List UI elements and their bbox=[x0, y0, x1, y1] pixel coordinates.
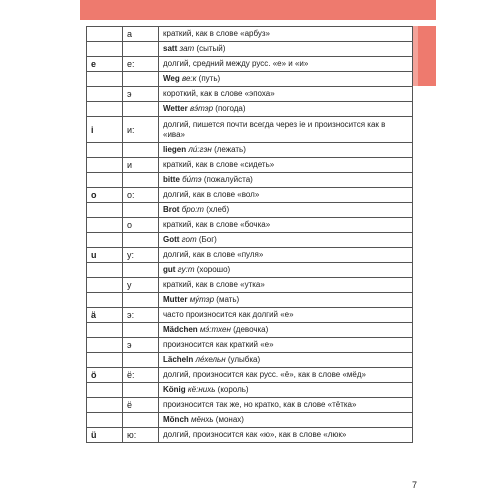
letter-cell bbox=[87, 263, 123, 278]
sound-cell: у: bbox=[123, 248, 159, 263]
table-row bbox=[87, 323, 413, 338]
example-transcription: гот bbox=[181, 235, 197, 244]
example-cell bbox=[159, 263, 413, 278]
table-row bbox=[87, 308, 413, 323]
sound-cell: и bbox=[123, 158, 159, 173]
letter-cell bbox=[87, 143, 123, 158]
sound-cell bbox=[123, 72, 159, 87]
example-meaning: (сытый) bbox=[196, 44, 226, 53]
header-color-band bbox=[80, 0, 436, 20]
sound-cell: э bbox=[123, 338, 159, 353]
example-transcription: ле́хельн bbox=[195, 355, 226, 364]
sound-cell: ю: bbox=[123, 428, 159, 443]
example-meaning: (король) bbox=[217, 385, 249, 394]
table-row bbox=[87, 188, 413, 203]
table-row bbox=[87, 413, 413, 428]
description-cell: долгий, средний между русс. «е» и «и» bbox=[159, 57, 413, 72]
table-row bbox=[87, 143, 413, 158]
description-cell: краткий, как в слове «утка» bbox=[159, 278, 413, 293]
example-transcription: кё:нихь bbox=[187, 385, 216, 394]
example-word: bitte bbox=[163, 175, 180, 184]
example-transcription: мёнхь bbox=[191, 415, 214, 424]
description-cell: произносится так же, но кратко, как в слове «тётка» bbox=[159, 398, 413, 413]
example-word: Mönch bbox=[163, 415, 189, 424]
table-row bbox=[87, 57, 413, 72]
description-cell: долгий, пишется почти всегда через ie и произносится как в «ива» bbox=[159, 117, 413, 143]
example-word: Brot bbox=[163, 205, 180, 214]
description-cell: краткий, как в слове «бочка» bbox=[159, 218, 413, 233]
example-cell bbox=[159, 353, 413, 368]
letter-cell: u bbox=[87, 248, 123, 263]
example-cell bbox=[159, 293, 413, 308]
sound-cell: а bbox=[123, 27, 159, 42]
description-cell: произносится как краткий «е» bbox=[159, 338, 413, 353]
letter-cell bbox=[87, 102, 123, 117]
table-row bbox=[87, 72, 413, 87]
sound-cell: ё: bbox=[123, 368, 159, 383]
sound-cell bbox=[123, 263, 159, 278]
letter-cell bbox=[87, 72, 123, 87]
letter-cell: ö bbox=[87, 368, 123, 383]
letter-cell bbox=[87, 218, 123, 233]
table-row bbox=[87, 338, 413, 353]
table-row bbox=[87, 248, 413, 263]
page-number: 7 bbox=[412, 480, 418, 490]
letter-cell: e bbox=[87, 57, 123, 72]
example-word: Lächeln bbox=[163, 355, 194, 364]
description-cell: краткий, как в слове «арбуз» bbox=[159, 27, 413, 42]
table-row bbox=[87, 368, 413, 383]
table-row bbox=[87, 428, 413, 443]
table-row bbox=[87, 353, 413, 368]
letter-cell bbox=[87, 293, 123, 308]
sound-cell bbox=[123, 293, 159, 308]
sound-cell bbox=[123, 233, 159, 248]
table-row bbox=[87, 218, 413, 233]
letter-cell bbox=[87, 87, 123, 102]
description-cell: долгий, произносится как «ю», как в слове «люк» bbox=[159, 428, 413, 443]
sound-cell: э: bbox=[123, 308, 159, 323]
sound-cell: э bbox=[123, 87, 159, 102]
example-meaning: (мать) bbox=[216, 295, 240, 304]
example-cell bbox=[159, 323, 413, 338]
sound-cell bbox=[123, 143, 159, 158]
example-transcription: зат bbox=[179, 44, 195, 53]
example-meaning: (девочка) bbox=[233, 325, 269, 334]
example-word: gut bbox=[163, 265, 176, 274]
table-row bbox=[87, 27, 413, 42]
sound-cell: е: bbox=[123, 57, 159, 72]
sound-cell bbox=[123, 203, 159, 218]
example-word: Mädchen bbox=[163, 325, 198, 334]
example-meaning: (лежать) bbox=[214, 145, 246, 154]
sound-cell bbox=[123, 323, 159, 338]
description-cell: короткий, как в слове «эпоха» bbox=[159, 87, 413, 102]
table-row bbox=[87, 173, 413, 188]
letter-cell: i bbox=[87, 117, 123, 143]
letter-cell bbox=[87, 278, 123, 293]
example-word: satt bbox=[163, 44, 178, 53]
example-cell bbox=[159, 383, 413, 398]
example-transcription: бро:т bbox=[181, 205, 204, 214]
letter-cell bbox=[87, 42, 123, 57]
letter-cell: ü bbox=[87, 428, 123, 443]
letter-cell: o bbox=[87, 188, 123, 203]
table-body bbox=[87, 27, 413, 443]
example-cell bbox=[159, 143, 413, 158]
table-row bbox=[87, 278, 413, 293]
example-word: liegen bbox=[163, 145, 187, 154]
sound-cell bbox=[123, 383, 159, 398]
example-transcription: гу:т bbox=[177, 265, 195, 274]
example-word: Wetter bbox=[163, 104, 188, 113]
example-transcription: ве:к bbox=[181, 74, 197, 83]
description-cell: долгий, как в слове «пуля» bbox=[159, 248, 413, 263]
table-row bbox=[87, 102, 413, 117]
example-cell bbox=[159, 203, 413, 218]
table-row bbox=[87, 203, 413, 218]
example-cell bbox=[159, 233, 413, 248]
example-transcription: би́тэ bbox=[182, 175, 202, 184]
table-row bbox=[87, 158, 413, 173]
sound-cell bbox=[123, 173, 159, 188]
example-transcription: му́тэр bbox=[189, 295, 215, 304]
example-word: König bbox=[163, 385, 186, 394]
description-cell: часто произносится как долгий «е» bbox=[159, 308, 413, 323]
example-meaning: (хорошо) bbox=[196, 265, 231, 274]
description-cell: краткий, как в слове «сидеть» bbox=[159, 158, 413, 173]
example-transcription: ли́:гэн bbox=[188, 145, 212, 154]
description-cell: долгий, как в слове «вол» bbox=[159, 188, 413, 203]
letter-cell bbox=[87, 27, 123, 42]
table-row bbox=[87, 117, 413, 143]
letter-cell bbox=[87, 173, 123, 188]
sound-cell: ё bbox=[123, 398, 159, 413]
table-row bbox=[87, 42, 413, 57]
example-transcription: вэ́тэр bbox=[189, 104, 214, 113]
sound-cell bbox=[123, 353, 159, 368]
sound-cell bbox=[123, 42, 159, 57]
sound-cell bbox=[123, 413, 159, 428]
example-cell bbox=[159, 42, 413, 57]
letter-cell bbox=[87, 158, 123, 173]
example-meaning: (пожалуйста) bbox=[203, 175, 253, 184]
sound-cell bbox=[123, 102, 159, 117]
example-cell bbox=[159, 173, 413, 188]
letter-cell: ä bbox=[87, 308, 123, 323]
letter-cell bbox=[87, 398, 123, 413]
sound-cell: и: bbox=[123, 117, 159, 143]
example-meaning: (путь) bbox=[198, 74, 221, 83]
letter-cell bbox=[87, 353, 123, 368]
letter-cell bbox=[87, 413, 123, 428]
sound-cell: у bbox=[123, 278, 159, 293]
example-meaning: (Бог) bbox=[198, 235, 217, 244]
example-meaning: (хлеб) bbox=[206, 205, 230, 214]
table-row bbox=[87, 398, 413, 413]
letter-cell bbox=[87, 233, 123, 248]
example-cell bbox=[159, 413, 413, 428]
letter-cell bbox=[87, 338, 123, 353]
example-transcription: мэ́:тхен bbox=[199, 325, 231, 334]
example-meaning: (улыбка) bbox=[227, 355, 261, 364]
example-meaning: (погода) bbox=[215, 104, 246, 113]
example-word: Weg bbox=[163, 74, 180, 83]
example-word: Mutter bbox=[163, 295, 188, 304]
example-meaning: (монах) bbox=[215, 415, 244, 424]
letter-cell bbox=[87, 323, 123, 338]
example-word: Gott bbox=[163, 235, 180, 244]
sound-cell: о: bbox=[123, 188, 159, 203]
table-row bbox=[87, 233, 413, 248]
letter-cell bbox=[87, 203, 123, 218]
sound-cell: о bbox=[123, 218, 159, 233]
table-row bbox=[87, 383, 413, 398]
vowel-pronunciation-table bbox=[86, 26, 413, 443]
table-row bbox=[87, 87, 413, 102]
table-row bbox=[87, 293, 413, 308]
chapter-tab bbox=[412, 26, 436, 86]
table-row bbox=[87, 263, 413, 278]
example-cell bbox=[159, 72, 413, 87]
description-cell: долгий, произносится как русс. «ё», как в слове «мёд» bbox=[159, 368, 413, 383]
example-cell bbox=[159, 102, 413, 117]
letter-cell bbox=[87, 383, 123, 398]
